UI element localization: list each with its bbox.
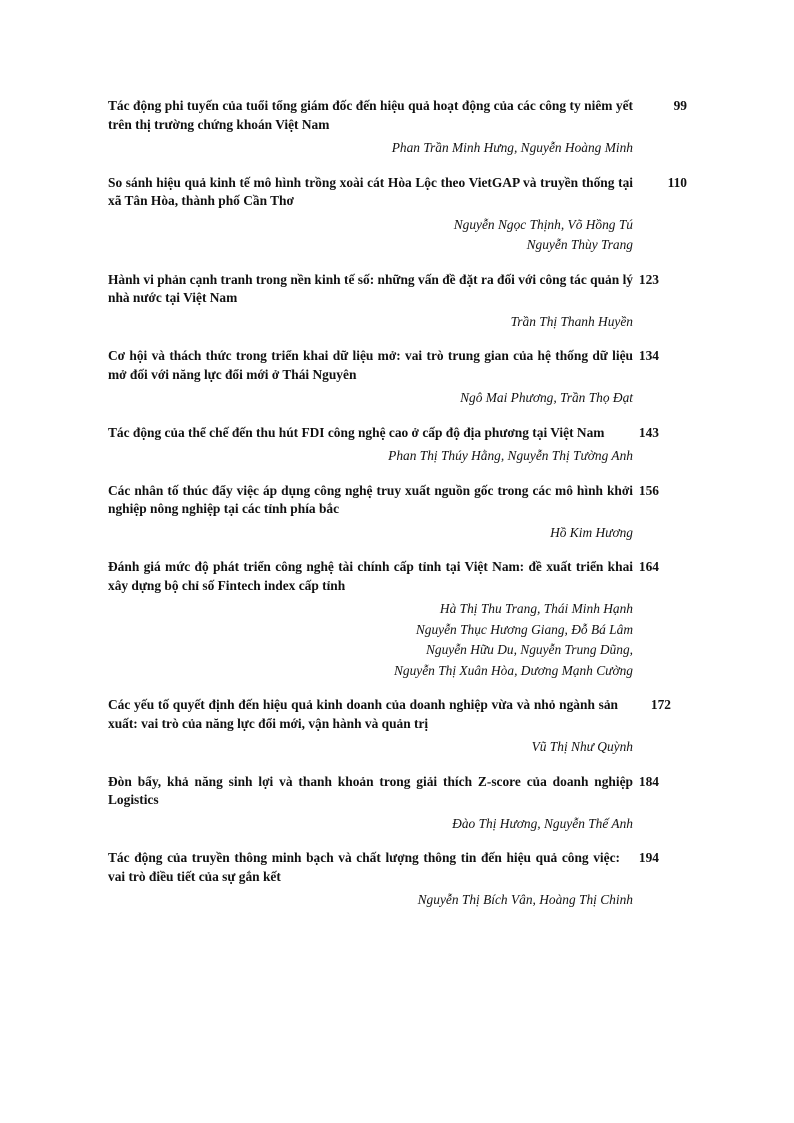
author-list (108, 138, 633, 159)
author-line: Hà Thị Thu Trang, Thái Minh Hạnh (439, 601, 633, 616)
author-line: Nguyễn Hữu Du, Nguyễn Trung Dũng, (425, 642, 633, 657)
toc-entry[interactable] (108, 271, 688, 333)
article-title[interactable]: Các yếu tố quyết định đến hiệu quả kinh doanh của doanh nghiệp vừa và nhỏ ngành sản xuất: vai trò của năng lực đổi mới, vận hành và quản trị (108, 697, 618, 731)
toc-entry[interactable] (108, 424, 688, 467)
author-line: Vũ Thị Như Quỳnh (531, 739, 633, 754)
author-line: Hồ Kim Hương (550, 524, 633, 540)
page-number: 172 (650, 697, 671, 712)
toc-entry[interactable] (108, 174, 688, 256)
table-of-contents (108, 97, 688, 926)
page-number: 184 (638, 773, 659, 789)
article-title[interactable]: Tác động của truyền thông minh bạch và chất lượng thông tin đến hiệu quả công việc: vai trò điều tiết của sự gắn kết (108, 850, 620, 884)
author-list (108, 737, 633, 758)
author-list (108, 814, 633, 835)
page-number: 99 (673, 98, 687, 113)
article-title[interactable]: Các nhân tố thúc đẩy việc áp dụng công nghệ truy xuất nguồn gốc trong các mô hình khởi nghiệp nông nghiệp tại các tỉnh phía bắc (108, 482, 633, 516)
author-line: Nguyễn Thị Bích Vân, Hoàng Thị Chinh (417, 892, 633, 907)
article-title[interactable]: Tác động của thể chế đến thu hút FDI công nghệ cao ở cấp độ địa phương tại Việt Nam (108, 424, 605, 440)
author-list (108, 446, 633, 467)
article-title[interactable]: Đòn bẩy, khả năng sinh lợi và thanh khoản trong giải thích Z-score của doanh nghiệp Logistics (108, 773, 633, 807)
toc-entry[interactable] (108, 849, 688, 911)
page-number: 143 (638, 424, 659, 440)
author-list (108, 599, 633, 681)
author-line: Nguyễn Thùy Trang (526, 237, 633, 252)
page-number: 194 (638, 850, 659, 865)
author-list (108, 890, 633, 911)
toc-entry[interactable] (108, 347, 688, 409)
author-list (108, 388, 633, 409)
page-number: 134 (638, 348, 659, 363)
author-line: Nguyễn Thục Hương Giang, Đỗ Bá Lâm (415, 621, 633, 637)
author-line: Phan Trần Minh Hưng, Nguyễn Hoàng Minh (391, 140, 633, 155)
toc-entry[interactable] (108, 97, 688, 159)
author-list (108, 523, 633, 544)
author-line: Đào Thị Hương, Nguyễn Thế Anh (452, 815, 633, 831)
page-number: 164 (638, 559, 659, 574)
article-title[interactable]: So sánh hiệu quả kinh tế mô hình trồng xoài cát Hòa Lộc theo VietGAP và truyền thống tại xã Tân Hòa, thành phố Cần Thơ (108, 174, 633, 208)
article-title[interactable]: Đánh giá mức độ phát triển công nghệ tài chính cấp tỉnh tại Việt Nam: đề xuất triển khai xây dựng bộ chỉ số Fintech index cấp tỉnh (108, 559, 633, 593)
toc-entry[interactable] (108, 558, 688, 681)
page-number: 123 (638, 271, 659, 287)
article-title[interactable]: Hành vi phản cạnh tranh trong nền kinh tế số: những vấn đề đặt ra đối với công tác quản lý nhà nước tại Việt Nam (108, 271, 633, 305)
author-line: Ngô Mai Phương, Trần Thọ Đạt (460, 390, 633, 405)
author-line: Trần Thị Thanh Huyền (510, 313, 633, 329)
page-number: 156 (638, 482, 659, 498)
toc-entry[interactable] (108, 696, 688, 758)
author-list (108, 215, 633, 256)
toc-entry[interactable] (108, 482, 688, 544)
article-title[interactable]: Cơ hội và thách thức trong triển khai dữ liệu mở: vai trò trung gian của hệ thống dữ liệu mở đối với năng lực đổi mới ở Thái Nguyên (108, 348, 633, 382)
toc-entry[interactable] (108, 773, 688, 835)
author-line: Phan Thị Thúy Hằng, Nguyễn Thị Tường Anh (388, 448, 633, 463)
author-line: Nguyễn Thị Xuân Hòa, Dương Mạnh Cường (393, 662, 633, 678)
article-title[interactable]: Tác động phi tuyến của tuổi tổng giám đốc đến hiệu quả hoạt động của các công ty niêm yết trên thị trường chứng khoán Việt Nam (108, 98, 633, 132)
page-number: 110 (667, 174, 687, 190)
author-list (108, 312, 633, 333)
author-line: Nguyễn Ngọc Thịnh, Võ Hồng Tú (453, 216, 633, 232)
